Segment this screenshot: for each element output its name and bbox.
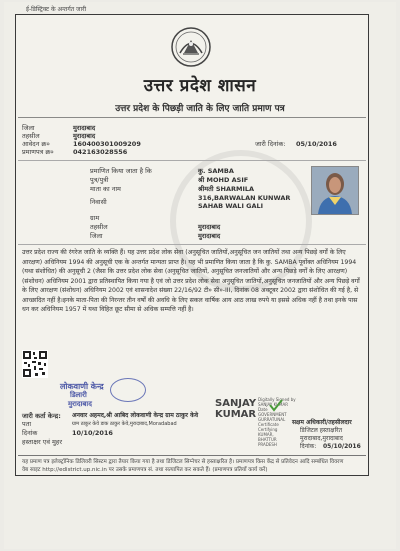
tehsil-label: तहसील [22,132,40,140]
qr-code [22,350,48,378]
stamp-line-1: लोकवाणी केन्द्र [60,382,104,391]
signatory-name: SANJAY KUMAR [215,398,257,420]
district-label: जिला [22,124,35,132]
footer-note-line-1: यह प्रमाण पत्र इलेक्ट्रॉनिक डिलिवरी सिस्टम द्वारा तैयार किया गया है तथा डिजिटल सिग्नेचर से हस्ताक्षरित है। प्रमाणपत्र किस केंद्र से प्रतिवेदन आदि सम्बंधित विवरण [22,459,344,465]
stamp-line-3: मुरादाबाद [68,400,92,408]
district-value: मुरादाबाद [73,124,96,132]
person-tehsil-value: मुरादाबाद [198,223,221,231]
issue-date-value: 05/10/2016 [296,140,337,148]
issuing-center-value: अनवार अहमद,श्री आबिद लोकवाणी केन्द्र ग्राम ठाकुर केवे [72,412,199,419]
resident-label: निवासी [90,198,107,206]
certificate-number-value: 042163028556 [73,148,128,156]
lokvani-stamp-icon [110,378,146,402]
certify-label: प्रमाणित किया जाता है कि [90,167,152,175]
divider [18,117,366,118]
certificate-number-label: प्रमाणपत्र क्र० [22,148,54,156]
divider [18,455,366,456]
application-number-label: आवेदन क्र० [22,140,50,148]
stamp-line-2: डिलारी [70,391,87,399]
issuer-address-value: ग्राम ठाकुर केवे डाक ठाकुर केवे,मुरादाबाद,Moradabad [72,421,177,427]
officer-date-label: दिनांक: [300,443,317,450]
person-district-value: मुरादाबाद [198,232,221,240]
father-name: श्री MOHD ASIF [198,176,249,184]
village-label: ग्राम [90,214,100,222]
issuing-center-label: जारी कर्ता केन्द्र: [22,412,61,420]
up-government-emblem-icon [166,26,216,68]
application-number-value: 160400301009209 [73,140,141,148]
divider [18,160,366,161]
person-district-label: जिला [90,232,103,240]
footer-note-line-2: वेब साइट http://edistrict.up.nic.in पर उसके प्रमाणपत्र सं. तथा सत्यापित कर सकते हैं। (प्रमाणपत्र प्रतियाँ कार्य करें) [22,467,268,473]
issuer-date-label: दिनांक [22,429,38,437]
officer-location: मुरादाबाद,मुरादाबाद [300,435,343,442]
certificate-title: उत्तर प्रदेश शासन [143,76,257,96]
officer-date-value: 05/10/2016 [323,443,361,450]
tehsil-value: मुरादाबाद [73,132,96,140]
header-note: ई-डिस्ट्रिक्ट के अन्तर्गत जारी [26,6,87,13]
person-tehsil-label: तहसील [90,223,108,231]
digital-signature-details: Digitally Signed by SANJAY KUMAR Date GOVERNMENT GURRATUNAL Certificate Certifying KUMAR, BHATTUR PRADESH [258,397,296,447]
applicant-name: कु. SAMBA [198,167,234,175]
issue-date-label: जारी दिनांक: [255,140,286,148]
divider [18,244,366,245]
issuer-signature-label: हस्ताक्षर एवं मुहर [22,438,63,446]
father-label: पुत्र/पुत्री [90,176,109,184]
certificate-subtitle: उत्तर प्रदेश के पिछड़ी जाति के लिए जाति प्रमाण पत्र [115,104,285,114]
issuer-date-value: 10/10/2016 [72,429,113,437]
officer-title: सक्षम अधिकारी/तहसीलदार [292,419,352,426]
signature-valid-check-icon [268,398,284,412]
officer-digital-sign: डिजिटल हस्ताक्षरित [300,427,342,434]
mother-name: श्रीमती SHARMILA [198,185,255,193]
certificate-body-text: उत्तर प्रदेश राज्य की रंगरेज जाति के व्यक्ति हैं। यह उत्तर प्रदेश लोक सेवा (अनुसूचित जातियों,अनुसूचित जन जातियों तथा अन्य पिछड़े वर्गों के लिए आरक्षण) अधिनियम 1994 की अनुसूची एक के अन्तर्गत मान्यता प्राप्त है। यह भी प्रमाणित किया जाता है कि कु. SAMBA पूर्वोक्त अधिनियम 1994 (यथा संशोधित) की अनुसूची 2 (जैसा कि उत्तर प्रदेश लोक सेवा (अनुसूचित जातियों, अनुसूचित जनजातियों और अन्य पिछड़े वर्गों के लिए आरक्षण) (संशोधन) अधिनियम 2001 द्वारा प्रतिस्थापित किया गया है एवं जो उत्तर प्रदेश लोक सेवा अनुसूचित जातियों,अनुसूचित जनजातियों और अन्य पिछड़े वर्गों के लिए आरक्षण (संशोधन) अधिनियम 2002 एवं शासनादेश संख्या 22/16/92 टी० सी०-III, दिनांक 08 अक्टूबर 2002 द्वारा संशोधित की गई है, से आच्छादित नहीं है।इनके माता-पिता की निरन्तर तीन वर्षों की अवधि के लिए सकल वार्षिक आय आठ लाख रुपये या इससे अधिक नहीं है तथा इनके पास धन कर अधिनियम 1957 में यथा विहित छूट सीमा से अधिक सम्पत्ति नहीं है। [22,249,360,313]
resident-address: 316,BARWALAN KUNWAR SAHAB WALI GALI [198,194,291,210]
applicant-photo [311,166,359,215]
issuer-address-label: पता [22,420,32,428]
mother-label: माता का नाम [90,185,121,193]
